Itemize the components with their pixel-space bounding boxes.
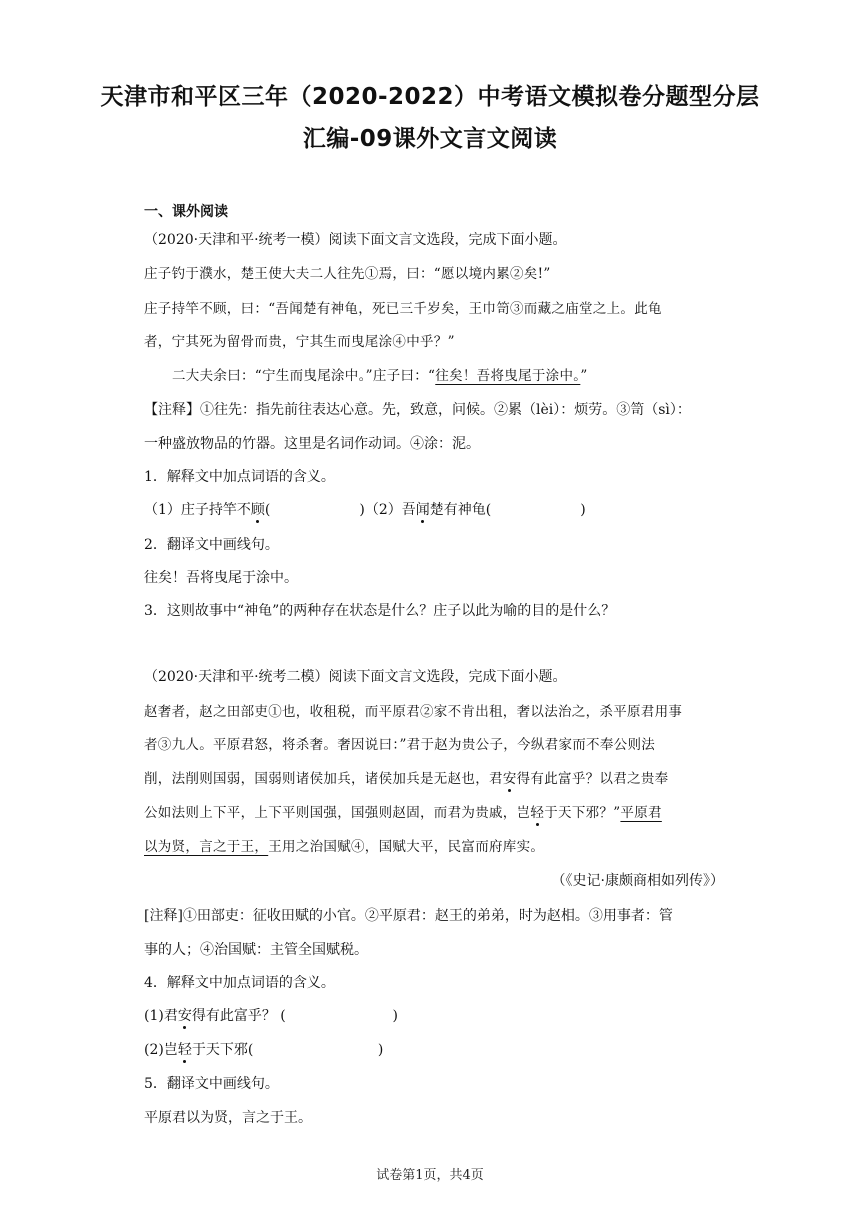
page-footer: 试卷第1页，共4页 [376, 1168, 484, 1183]
question-5: 5．翻译文中画线句。 [144, 1076, 279, 1092]
q1-answer-blank-1: ( )（2）吾 [264, 502, 416, 518]
passage2-dotted-word-qing: 轻 [530, 805, 545, 821]
passage1-source: （2020·天津和平·统考一模）阅读下面文言文选段，完成下面小题。 [144, 232, 567, 248]
question-4-item2 [144, 1040, 724, 1060]
passage1-note-line2: 一种盛放物品的竹器。这里是名词作动词。④涂：泥。 [144, 436, 480, 452]
passage1-text-line2: 庄子持竿不顾，曰：“吾闻楚有神龟，死已三千岁矣，王巾笥③而藏之庙堂之上。此龟 [144, 301, 662, 317]
passage2-dotted-word-an: 安 [502, 771, 517, 787]
q1-answer-blank-2: 楚有神龟( ) [429, 502, 586, 518]
passage2-source: （2020·天津和平·统考二模）阅读下面文言文选段，完成下面小题。 [144, 669, 567, 685]
question-3: 3．这则故事中“神龟”的两种存在状态是什么？庄子以此为喻的目的是什么？ [144, 603, 616, 619]
passage1-note-line1: 【注释】①往先：指先前往表达心意。先，致意，问候。②累（lèi）：烦劳。③笥（sì）： [144, 402, 691, 418]
q4-dotted-word-1: 安 [177, 1008, 192, 1024]
question-2: 2．翻译文中画线句。 [144, 537, 279, 553]
passage2-text-line4 [144, 803, 724, 823]
passage2-text-line1: 赵奢者，赵之田部吏①也，收租税，而平原君②家不肯出租，奢以法治之，杀平原君用事 [144, 704, 683, 720]
passage2-text-line3 [144, 769, 724, 789]
passage1-underlined-sentence: 往矣！吾将曳尾于涂中。 [435, 368, 581, 384]
passage1-close-quote: ” [580, 368, 588, 384]
question-2-sentence: 往矣！吾将曳尾于涂中。 [144, 570, 298, 586]
passage1-dialogue: 二大夫余曰：“宁生而曳尾涂中。”庄子曰：“ [172, 368, 436, 384]
document-title-line2: 汇编-09课外文言文阅读 [302, 126, 558, 152]
passage2-underlined-start: 平原君 [620, 805, 662, 821]
passage1-text-line4 [172, 366, 752, 386]
passage2-text-line5 [144, 837, 724, 857]
passage1-text-line1: 庄子钓于濮水，楚王使大夫二人往先①焉，曰：“愿以境内累②矣!” [144, 266, 551, 282]
q4-dotted-word-2: 轻 [177, 1042, 192, 1058]
q4-answer-blank-1: 得有此富乎？ ( ) [191, 1008, 399, 1024]
question-4-item1 [144, 1006, 724, 1026]
q4-answer-blank-2: 于天下邪( ) [191, 1042, 384, 1058]
document-title-line1: 天津市和平区三年（2020-2022）中考语文模拟卷分题型分层 [100, 84, 760, 110]
q1-dotted-word-2: 闻 [415, 502, 430, 518]
question-5-sentence: 平原君以为贤，言之于王。 [144, 1110, 312, 1126]
question-4: 4．解释文中加点词语的含义。 [144, 975, 335, 991]
q4-item2-text: (2)岂 [144, 1042, 178, 1058]
q1-dotted-word-1: 顾 [250, 502, 265, 518]
passage2-note-line1: [注释]①田部吏：征收田赋的小官。②平原君：赵王的弟弟，时为赵相。③用事者：管 [144, 908, 673, 924]
question-1: 1．解释文中加点词语的含义。 [144, 469, 335, 485]
passage2-citation: （《史记·康颇商相如列传》） [551, 873, 724, 889]
passage2-line5-rest: 王用之治国赋④，国赋大平，民富而府库实。 [268, 839, 545, 855]
passage2-line3-rest: 得有此富乎？以君之贵奉 [516, 771, 669, 787]
question-1-items [144, 500, 724, 520]
passage2-line4-rest: 于天下邪？” [544, 805, 621, 821]
section-heading: 一、课外阅读 [144, 204, 228, 220]
passage2-line4-text: 公如法则上下平，上下平则国强，国强则赵固，而君为贵戚，岂 [144, 805, 531, 821]
q4-item1-text: (1)君 [144, 1008, 178, 1024]
passage2-note-line2: 事的人；④治国赋：主管全国赋税。 [144, 942, 368, 958]
passage2-text-line2: 者③九人。平原君怒，将杀奢。奢因说曰：”君于赵为贵公子，今纵君家而不奉公则法 [144, 737, 656, 753]
q1-item1-text: （1）庄子持竿不 [144, 502, 251, 518]
passage2-line3-text: 削，法削则国弱，国弱则诸侯加兵，诸侯加兵是无赵也，君 [144, 771, 503, 787]
passage1-text-line3: 者，宁其死为留骨而贵，宁其生而曳尾涂④中乎？” [144, 334, 455, 350]
passage2-underlined-end: 以为贤，言之于王， [144, 839, 269, 855]
